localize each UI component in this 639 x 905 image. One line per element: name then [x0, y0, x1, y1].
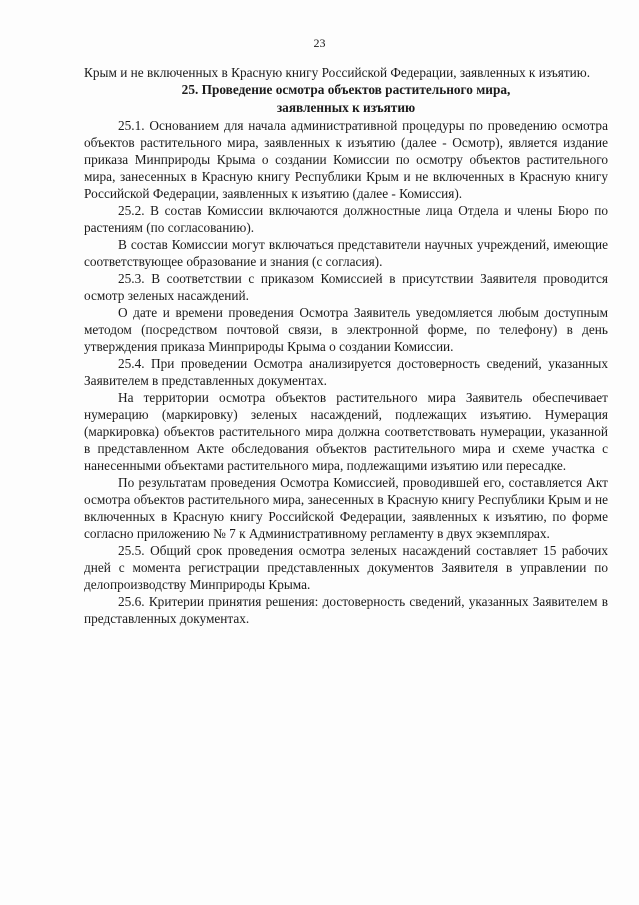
- paragraph-25-2: 25.2. В состав Комиссии включаются должностные лица Отдела и члены Бюро по растениям (по согласованию).: [84, 203, 608, 235]
- paragraph-25-1: 25.1. Основанием для начала административной процедуры по проведению осмотра объектов растительного мира, заявленных к изъятию (далее - Осмотр), является издание приказа Минприроды Крыма о создании Комиссии по осмотру объектов растительного мира, занесенных в Красную книгу Республики Крым и не включенных в Красную книгу Российской Федерации, заявленных к изъятию (далее - Комиссия).: [84, 118, 608, 201]
- paragraph-25-3: 25.3. В соответствии с приказом Комиссией в присутствии Заявителя проводится осмотр зеленых насаждений.: [84, 271, 608, 303]
- paragraph-inspection-act: По результатам проведения Осмотра Комиссией, проводившей его, составляется Акт осмотра объектов растительного мира, занесенных в Красную книгу Республики Крым и не включенных в Красную книгу Российской Федерации, заявленных к изъятию, по форме согласно приложению № 7 к Административному регламенту в двух экземплярах.: [84, 475, 608, 541]
- section-title: [84, 81, 608, 117]
- section-title-line-2: заявленных к изъятию: [276, 100, 416, 115]
- lead-paragraph: Крым и не включенных в Красную книгу Российской Федерации, заявленных к изъятию.: [84, 65, 591, 80]
- paragraph-marking: На территории осмотра объектов растительного мира Заявитель обеспечивает нумерацию (маркировку) зеленых насаждений, подлежащих изъятию. Нумерация (маркировка) объектов растительного мира должна соответствовать нумерации, указанной в представленном Акте обследования объектов растительного мира и схеме участка с нанесенными объектами растительного мира, подлежащими изъятию или пересадке.: [84, 390, 608, 473]
- section-title-line-1: 25. Проведение осмотра объектов растительного мира,: [181, 82, 511, 97]
- paragraph-notification: О дате и времени проведения Осмотра Заявитель уведомляется любым доступным методом (посредством почтовой связи, в электронной форме, по телефону) в день утверждения приказа Минприроды Крыма о создании Комиссии.: [84, 305, 608, 354]
- page-number: 23: [313, 36, 326, 50]
- document-body: [84, 64, 608, 627]
- paragraph-25-4: 25.4. При проведении Осмотра анализируется достоверность сведений, указанных Заявителем в представленных документах.: [84, 356, 608, 388]
- paragraph-commission-members: В состав Комиссии могут включаться представители научных учреждений, имеющие соответствующее образование и знания (с согласия).: [84, 237, 608, 269]
- paragraph-25-6: 25.6. Критерии принятия решения: достоверность сведений, указанных Заявителем в представленных документах.: [84, 594, 608, 626]
- paragraph-25-5: 25.5. Общий срок проведения осмотра зеленых насаждений составляет 15 рабочих дней с момента регистрации представленных документов Заявителя в управлении по делопроизводству Минприроды Крыма.: [84, 543, 608, 592]
